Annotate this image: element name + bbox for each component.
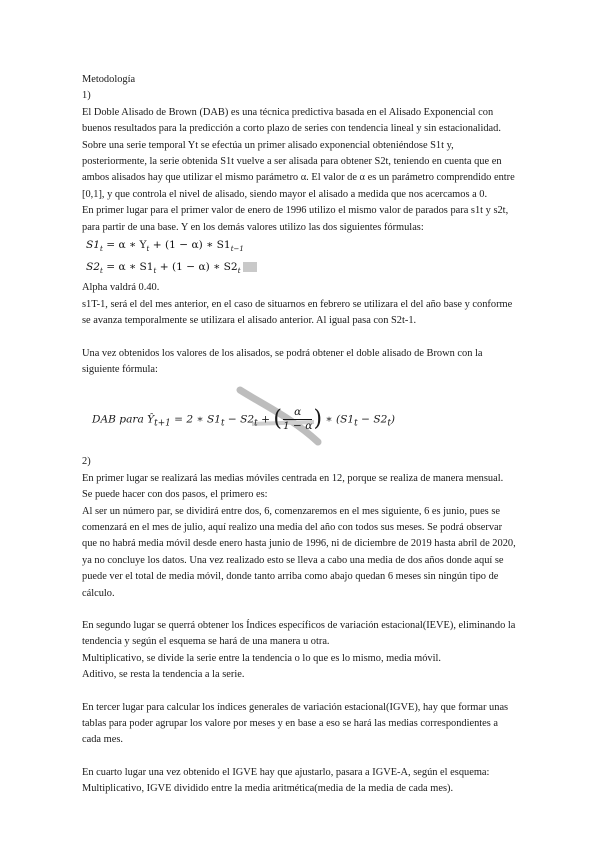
- multiplicative-line: Multiplicativo, se divide la serie entre la tendencia o lo que es lo mismo, media móvil.: [82, 652, 441, 664]
- adjust-paragraph: En cuarto lugar una vez obtenido el IGVE hay que ajustarlo, pasara a IGVE-A, según el esquema: Multiplicativo, IGVE dividido entre la media aritmética(media de la media de cada mes).: [82, 766, 490, 795]
- dab-intro: Una vez obtenidos los valores de los alisados, se podrá obtener el doble alisado de Brown con la siguiente fórmula:: [82, 347, 483, 375]
- section-2-label: 2): [82, 456, 91, 468]
- dab-formula: [82, 384, 516, 454]
- ieve-paragraph: En segundo lugar se querrá obtener los Índices específicos de variación estacional(IEVE), eliminando la tendencia y según el esquema se hará de una manera u otra.: [82, 619, 516, 648]
- first-value-paragraph: En primer lugar para el primer valor de enero de 1996 utilizo el mismo valor de parados para s1t y s2t, para partir de una base. Y en los demás valores utilizo las dos siguientes fórmulas:: [82, 205, 509, 233]
- dab-expression: DAB para $Ŷ_{t+1} = 2$ ∗ $S1_t - S2_t$ + ( $\frac{\alpha}{1 - \alpha}$ ) ∗ $(S1_t - S2_t)$: [92, 406, 396, 433]
- heading: Metodología: [82, 74, 136, 85]
- moving-average-detail: Al ser un número par, se dividirá entre dos, 6, comenzaremos en el mes siguiente, 6 es junio, pues se comenzará en el mes de julio, aquí realizo una media del año con todos sus meses. Se podrá observar que no habrá media móvil desde enero hasta junio de 1996, ni de diciembre de 2019 hasta abril de 2020, ya no concluye los datos. Una vez realizado esto se lleva a cabo una media de dos años donde aquí se puede ver el total de media móvil, donde tanto arriba como abajo quedan 6 meses sin ningún tipo de cálculo.: [82, 505, 516, 599]
- alpha-fraction: $\frac{\alpha}{1 - \alpha}$: [282, 406, 313, 433]
- s1-paragraph: s1T-1, será el del mes anterior, en el caso de situarnos en febrero se utilizara el del año base y conforme se avanza temporalmente se utilizara el alisado anterior. Al igual pasa con S2t-1.: [82, 298, 513, 327]
- additive-line: Aditivo, se resta la tendencia a la serie.: [82, 669, 245, 681]
- alpha-line: Alpha valdrá 0.40.: [82, 282, 160, 294]
- smudge-mark: [243, 262, 257, 272]
- formula-s1: $S1_t = \alpha$ ∗ $Y_t + (1 - \alpha)$ ∗ $S1_{t-1}$: [86, 239, 244, 254]
- igve-paragraph: En tercer lugar para calcular los índices generales de variación estacional(IGVE), hay que formar unas tablas para poder agrupar los valore por meses y en base a eso se hará las medias correspondientes a cada mes.: [82, 701, 509, 746]
- intro-paragraph: El Doble Alisado de Brown (DAB) es una técnica predictiva basada en el Alisado Exponencial con buenos resultados para la predicción a corto plazo de series con tendencia lineal y sin estacionalidad. Sobre una serie temporal Yt se efectúa un primer alisado exponencial obteniéndose S1t y, posteriormente, la serie obtenida S1t vuelve a ser alisada para obtener S2t, teniendo en cuenta que en ambos alisados hay que utilizar el mismo parámetro α. El valor de α es un parámetro comprendido entre [0,1], y que controla el nivel de alisado, siendo mayor el alisado a medida que nos acercamos a 0.: [82, 106, 515, 200]
- moving-average-paragraph: En primer lugar se realizará las medias móviles centrada en 12, porque se realiza de manera mensual. Se puede hacer con dos pasos, el primero es:: [82, 472, 504, 501]
- formula-s2: $S2_t = \alpha$ ∗ $S1_t + (1 - \alpha)$ ∗ $S2_t$: [82, 258, 516, 280]
- section-1-label: 1): [82, 90, 91, 102]
